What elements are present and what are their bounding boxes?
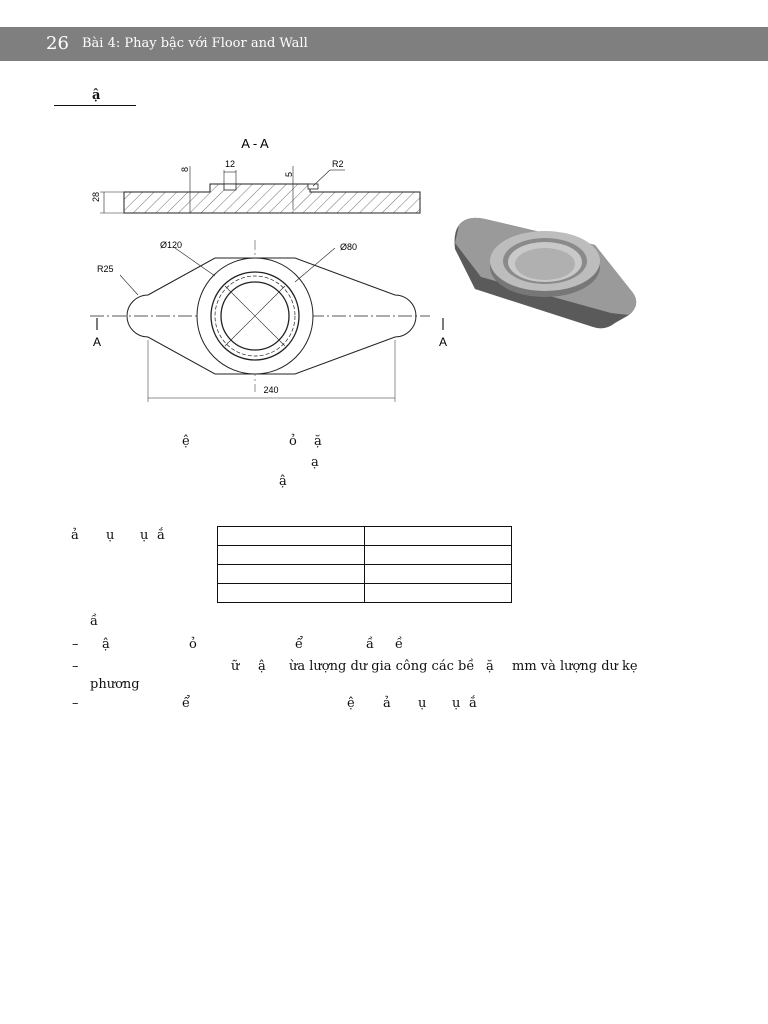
- section-heading: ậ: [54, 88, 136, 106]
- bullet-fragment: ụ: [418, 696, 427, 711]
- bullet-fragment: ể: [182, 696, 190, 711]
- table-cell: [218, 527, 365, 546]
- dim-5: 5: [284, 171, 294, 177]
- table-cell: [365, 565, 512, 584]
- bullet-dash: –: [72, 659, 79, 674]
- table-row: [218, 546, 512, 565]
- table-row: [218, 527, 512, 546]
- dim-dia120: Ø120: [160, 240, 183, 250]
- technical-drawing: [80, 130, 448, 410]
- groove-right: [308, 184, 318, 189]
- bullet-dash: –: [72, 637, 79, 652]
- bullet-fragment: ắ: [469, 696, 477, 711]
- bullet-fragment: ụ: [452, 696, 461, 711]
- dim-12: 12: [224, 159, 236, 169]
- bullet-fragment: ể: [295, 637, 303, 652]
- groove-left: [224, 184, 236, 190]
- bullet-fragment: ặ: [486, 659, 494, 674]
- section-profile: [124, 184, 420, 213]
- text-fragment: ạ: [311, 455, 319, 470]
- chapter-title: Bài 4: Phay bậc với Floor and Wall: [82, 36, 308, 51]
- dim-240: 240: [263, 385, 279, 395]
- dim-dia80: Ø80: [340, 242, 358, 252]
- text-fragment: ắ: [157, 528, 165, 543]
- text-fragment: ỏ: [289, 434, 297, 449]
- text-fragment: ệ: [182, 434, 190, 449]
- bullet-fragment: ậ: [102, 637, 110, 652]
- bullet-fragment: ề: [395, 637, 403, 652]
- bullet-continuation: phương: [90, 677, 140, 692]
- text-fragment: ặ: [314, 434, 322, 449]
- text-fragment: ầ: [90, 614, 98, 629]
- dim-28: 28: [91, 191, 101, 202]
- table-row: [218, 565, 512, 584]
- bullet-dash: –: [72, 696, 79, 711]
- bullet-fragment: ỏ: [189, 637, 197, 652]
- table-cell: [218, 546, 365, 565]
- table-cell: [365, 527, 512, 546]
- bullet-fragment: ậ: [258, 659, 266, 674]
- table-row: [218, 584, 512, 603]
- text-fragment: ả: [71, 528, 79, 543]
- dim-r2: R2: [332, 159, 344, 169]
- page-number: 26: [46, 33, 69, 54]
- table-cell: [365, 584, 512, 603]
- bullet-fragment: ữ: [231, 659, 240, 674]
- bullet-fragment: mm và lượng dư kẹ: [512, 659, 638, 674]
- section-mark-right: A: [439, 335, 448, 349]
- table-cell: [365, 546, 512, 565]
- info-table: [217, 526, 512, 603]
- page-header: [0, 27, 768, 61]
- text-fragment: ậ: [279, 474, 287, 489]
- dim-8: 8: [180, 166, 190, 172]
- bullet-fragment: ả: [383, 696, 391, 711]
- section-mark-left: A: [93, 335, 102, 349]
- text-fragment: ụ: [106, 528, 115, 543]
- section-label: A - A: [241, 136, 269, 151]
- bullet-fragment: ệ: [347, 696, 355, 711]
- dim-r25: R25: [97, 264, 114, 274]
- table-cell: [218, 565, 365, 584]
- table-cell: [218, 584, 365, 603]
- bullet-fragment: ầ: [366, 637, 374, 652]
- bullet-fragment: ừa lượng dư gia công các bề: [289, 659, 475, 674]
- text-fragment: ụ: [140, 528, 149, 543]
- isometric-view: [445, 205, 660, 350]
